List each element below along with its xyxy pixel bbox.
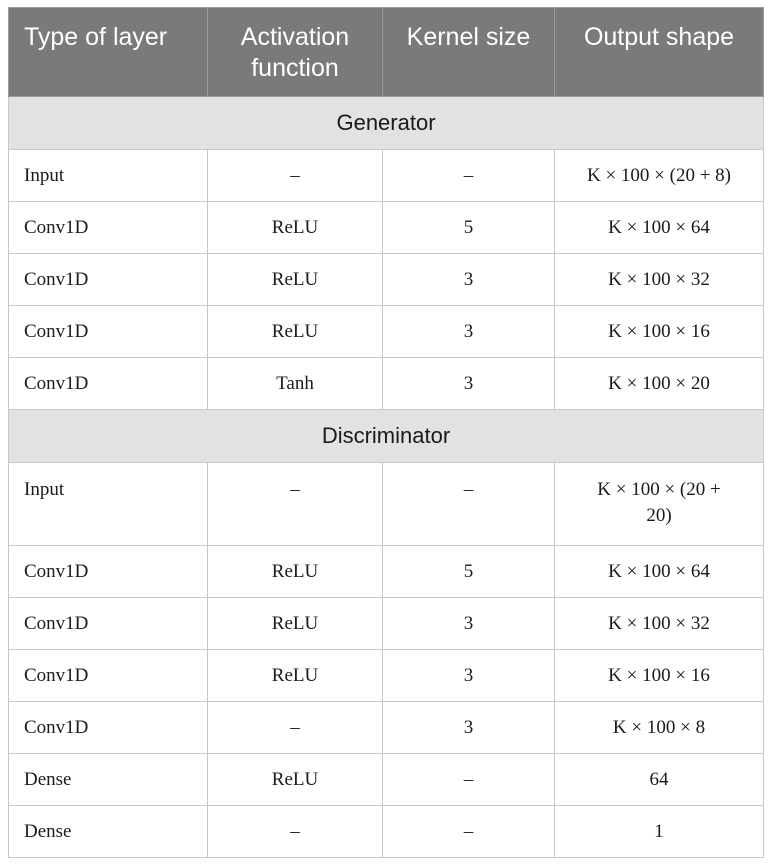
cell-activation: Tanh <box>208 358 383 410</box>
cell-output: K × 100 × (20 + 8) <box>555 150 764 202</box>
cell-activation: ReLU <box>208 254 383 306</box>
cell-kernel: 3 <box>383 358 555 410</box>
cell-output: K × 100 × 20 <box>555 358 764 410</box>
header-kernel-size: Kernel size <box>383 8 555 97</box>
cell-activation: ReLU <box>208 306 383 358</box>
cell-output: K × 100 × 16 <box>555 650 764 702</box>
cell-kernel: 3 <box>383 650 555 702</box>
layer-table <box>8 7 764 858</box>
cell-kernel: – <box>383 463 555 546</box>
cell-layer: Conv1D <box>9 546 208 598</box>
table-row <box>9 806 764 858</box>
cell-kernel: 3 <box>383 254 555 306</box>
table-row <box>9 306 764 358</box>
cell-layer: Input <box>9 463 208 546</box>
cell-layer: Conv1D <box>9 254 208 306</box>
table-body <box>9 97 764 858</box>
cell-output: 1 <box>555 806 764 858</box>
cell-activation: – <box>208 463 383 546</box>
cell-layer: Conv1D <box>9 702 208 754</box>
header-type-of-layer: Type of layer <box>9 8 208 97</box>
cell-activation: – <box>208 702 383 754</box>
cell-output: K × 100 × 32 <box>555 598 764 650</box>
cell-kernel: – <box>383 806 555 858</box>
cell-kernel: 3 <box>383 306 555 358</box>
cell-activation: ReLU <box>208 598 383 650</box>
section-row-generator <box>9 97 764 150</box>
section-row-discriminator <box>9 410 764 463</box>
cell-activation: – <box>208 806 383 858</box>
cell-activation: – <box>208 150 383 202</box>
header-output-shape: Output shape <box>555 8 764 97</box>
cell-kernel: 3 <box>383 598 555 650</box>
cell-activation: ReLU <box>208 650 383 702</box>
table-row <box>9 754 764 806</box>
cell-output: 64 <box>555 754 764 806</box>
cell-output: K × 100 × (20 + 20) <box>555 463 764 546</box>
cell-kernel: 5 <box>383 202 555 254</box>
cell-output: K × 100 × 64 <box>555 202 764 254</box>
cell-layer: Conv1D <box>9 598 208 650</box>
cell-layer: Dense <box>9 806 208 858</box>
cell-output: K × 100 × 32 <box>555 254 764 306</box>
cell-layer: Input <box>9 150 208 202</box>
cell-layer: Dense <box>9 754 208 806</box>
cell-activation: ReLU <box>208 754 383 806</box>
cell-output: K × 100 × 16 <box>555 306 764 358</box>
cell-output: K × 100 × 8 <box>555 702 764 754</box>
cell-activation: ReLU <box>208 546 383 598</box>
cell-kernel: 3 <box>383 702 555 754</box>
cell-layer: Conv1D <box>9 358 208 410</box>
cell-layer: Conv1D <box>9 202 208 254</box>
cell-kernel: 5 <box>383 546 555 598</box>
cell-layer: Conv1D <box>9 306 208 358</box>
table-row <box>9 702 764 754</box>
section-title: Discriminator <box>9 410 764 463</box>
table-row <box>9 254 764 306</box>
table-header <box>9 8 764 97</box>
cell-layer: Conv1D <box>9 650 208 702</box>
table-row <box>9 650 764 702</box>
table-row <box>9 202 764 254</box>
cell-kernel: – <box>383 150 555 202</box>
cell-output: K × 100 × 64 <box>555 546 764 598</box>
table-row <box>9 358 764 410</box>
cell-activation: ReLU <box>208 202 383 254</box>
header-activation-function: Activation function <box>208 8 383 97</box>
table-row <box>9 463 764 546</box>
cell-kernel: – <box>383 754 555 806</box>
table-row <box>9 150 764 202</box>
table-row <box>9 546 764 598</box>
section-title: Generator <box>9 97 764 150</box>
table-row <box>9 598 764 650</box>
